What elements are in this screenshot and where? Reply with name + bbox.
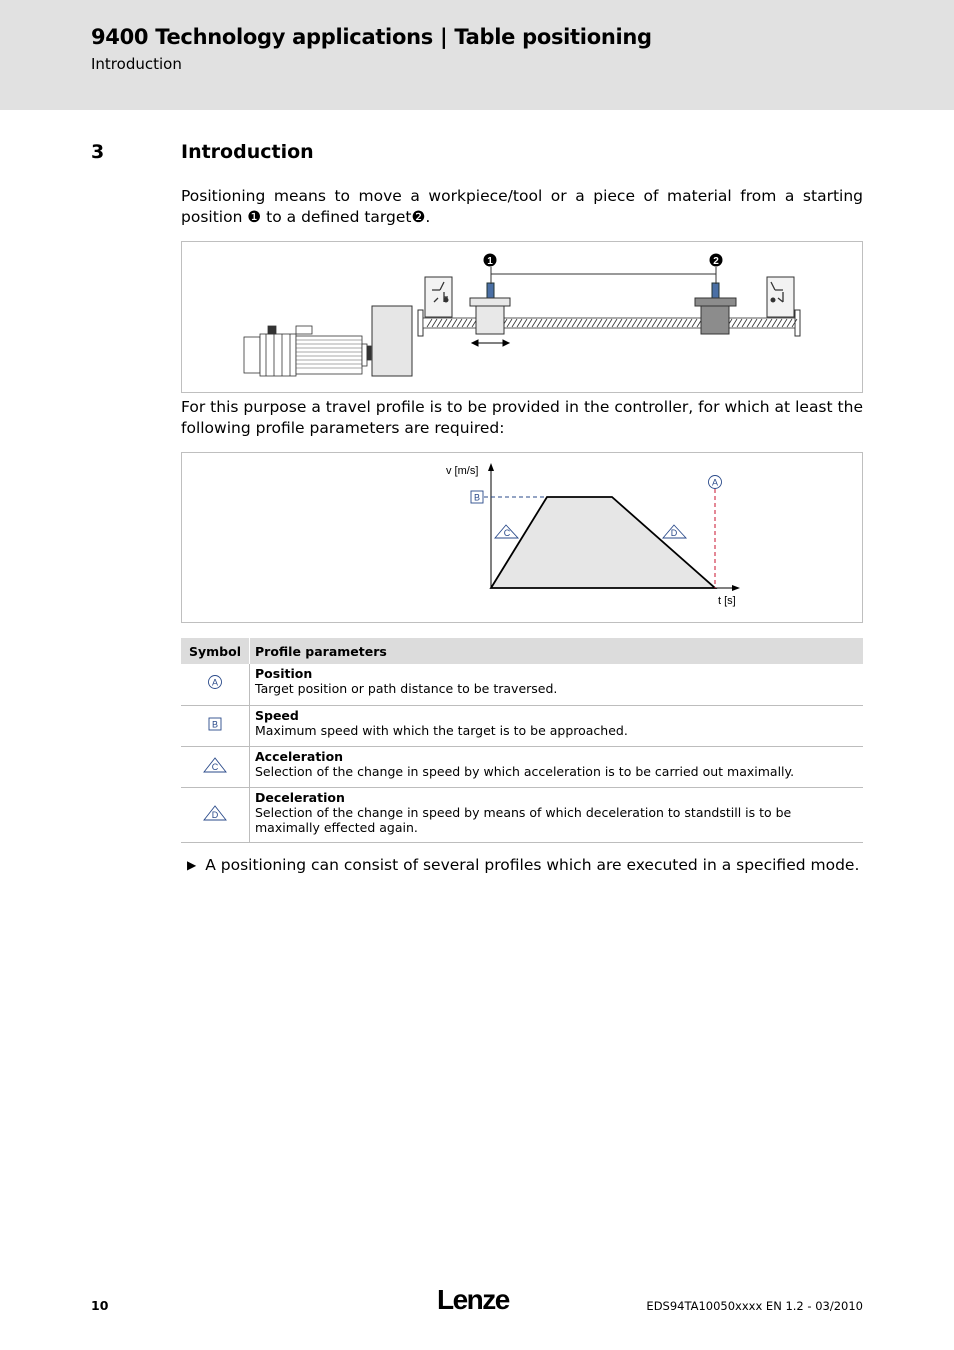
y-axis-label: v [m/s] <box>446 465 479 477</box>
lenze-logo <box>436 1284 518 1316</box>
svg-text:B: B <box>473 492 481 503</box>
motor-icon <box>244 326 371 376</box>
parameter-name: Acceleration <box>255 748 344 764</box>
svg-text:D: D <box>211 809 219 820</box>
parameter-name: Position <box>255 666 313 681</box>
parameter-description: Selection of the change in speed by means of which deceleration to standstill is to be maximally effected again. <box>255 804 792 835</box>
svg-text:A: A <box>211 677 219 688</box>
svg-text:2: 2 <box>713 256 719 267</box>
intro-text-middle: to a defined target <box>261 208 412 226</box>
parameter-cell <box>250 705 864 746</box>
positioning-axis-figure <box>181 241 863 393</box>
coupling-housing <box>372 306 412 376</box>
svg-text:D: D <box>670 528 678 538</box>
table-row <box>181 787 863 842</box>
symbol-cell <box>181 705 250 746</box>
symbol-c-icon <box>202 757 228 773</box>
column-header-symbol: Symbol <box>181 638 250 664</box>
parameter-description: Target position or path distance to be traversed. <box>255 681 558 696</box>
parameter-cell <box>250 787 864 842</box>
bullet-text: A positioning can consist of several profiles which are executed in a specified mode. <box>205 856 860 874</box>
movement-arrow-icon <box>472 340 509 346</box>
table-row <box>181 746 863 787</box>
section-number: 3 <box>91 141 105 163</box>
triangle-bullet-icon: ▶ <box>187 858 197 872</box>
page-number: 10 <box>91 1298 109 1313</box>
document-subtitle: Introduction <box>91 55 182 73</box>
symbol-d-icon <box>202 805 228 821</box>
symbol-b-icon <box>207 716 223 732</box>
document-title: 9400 Technology applications | Table positioning <box>91 25 652 49</box>
info-bullet <box>187 856 859 874</box>
symbol-cell <box>181 787 250 842</box>
page-header <box>0 0 954 110</box>
svg-text:A: A <box>711 477 719 488</box>
carriage-start-position <box>470 283 510 334</box>
intro-text-end: . <box>425 208 431 226</box>
parameter-name: Deceleration <box>255 789 345 805</box>
profile-area <box>491 497 715 588</box>
profile-parameters-table <box>181 638 863 843</box>
travel-profile-chart <box>182 453 862 622</box>
x-axis-label: t [s] <box>718 595 736 607</box>
symbol-cell <box>181 664 250 705</box>
intro-text-start: Positioning means to move a workpiece/tool or a piece of material from a starting position <box>181 187 863 226</box>
symbol-a-icon <box>207 674 223 690</box>
symbol-cell <box>181 746 250 787</box>
parameter-description: Selection of the change in speed by which acceleration is to be carried out maximally. <box>255 763 795 779</box>
table-header-row <box>181 638 863 664</box>
target-marker: ❷ <box>411 208 426 226</box>
table-row <box>181 705 863 746</box>
parameter-description: Maximum speed with which the target is to be approached. <box>255 722 628 738</box>
svg-text:1: 1 <box>487 256 493 267</box>
svg-text:B: B <box>211 718 219 729</box>
parameter-cell <box>250 664 864 705</box>
travel-profile-figure <box>181 452 863 623</box>
svg-text:C: C <box>503 528 511 538</box>
start-marker: ❶ <box>247 208 262 226</box>
positioning-axis-drawing <box>182 242 862 392</box>
parameter-cell <box>250 746 864 787</box>
document-id: EDS94TA10050xxxx EN 1.2 - 03/2010 <box>646 1299 863 1313</box>
left-limit-switch-icon <box>425 277 452 317</box>
table-row <box>181 664 863 705</box>
svg-text:Lenze: Lenze <box>437 1284 509 1315</box>
section-title: Introduction <box>181 141 314 163</box>
column-header-parameters: Profile parameters <box>250 638 864 664</box>
intro-paragraph <box>181 186 863 228</box>
right-limit-switch-icon <box>767 277 794 317</box>
svg-text:C: C <box>211 761 219 772</box>
parameter-name: Speed <box>255 707 299 723</box>
profile-paragraph: For this purpose a travel profile is to be provided in the controller, for which at least the following profile parameters are required: <box>181 398 863 437</box>
